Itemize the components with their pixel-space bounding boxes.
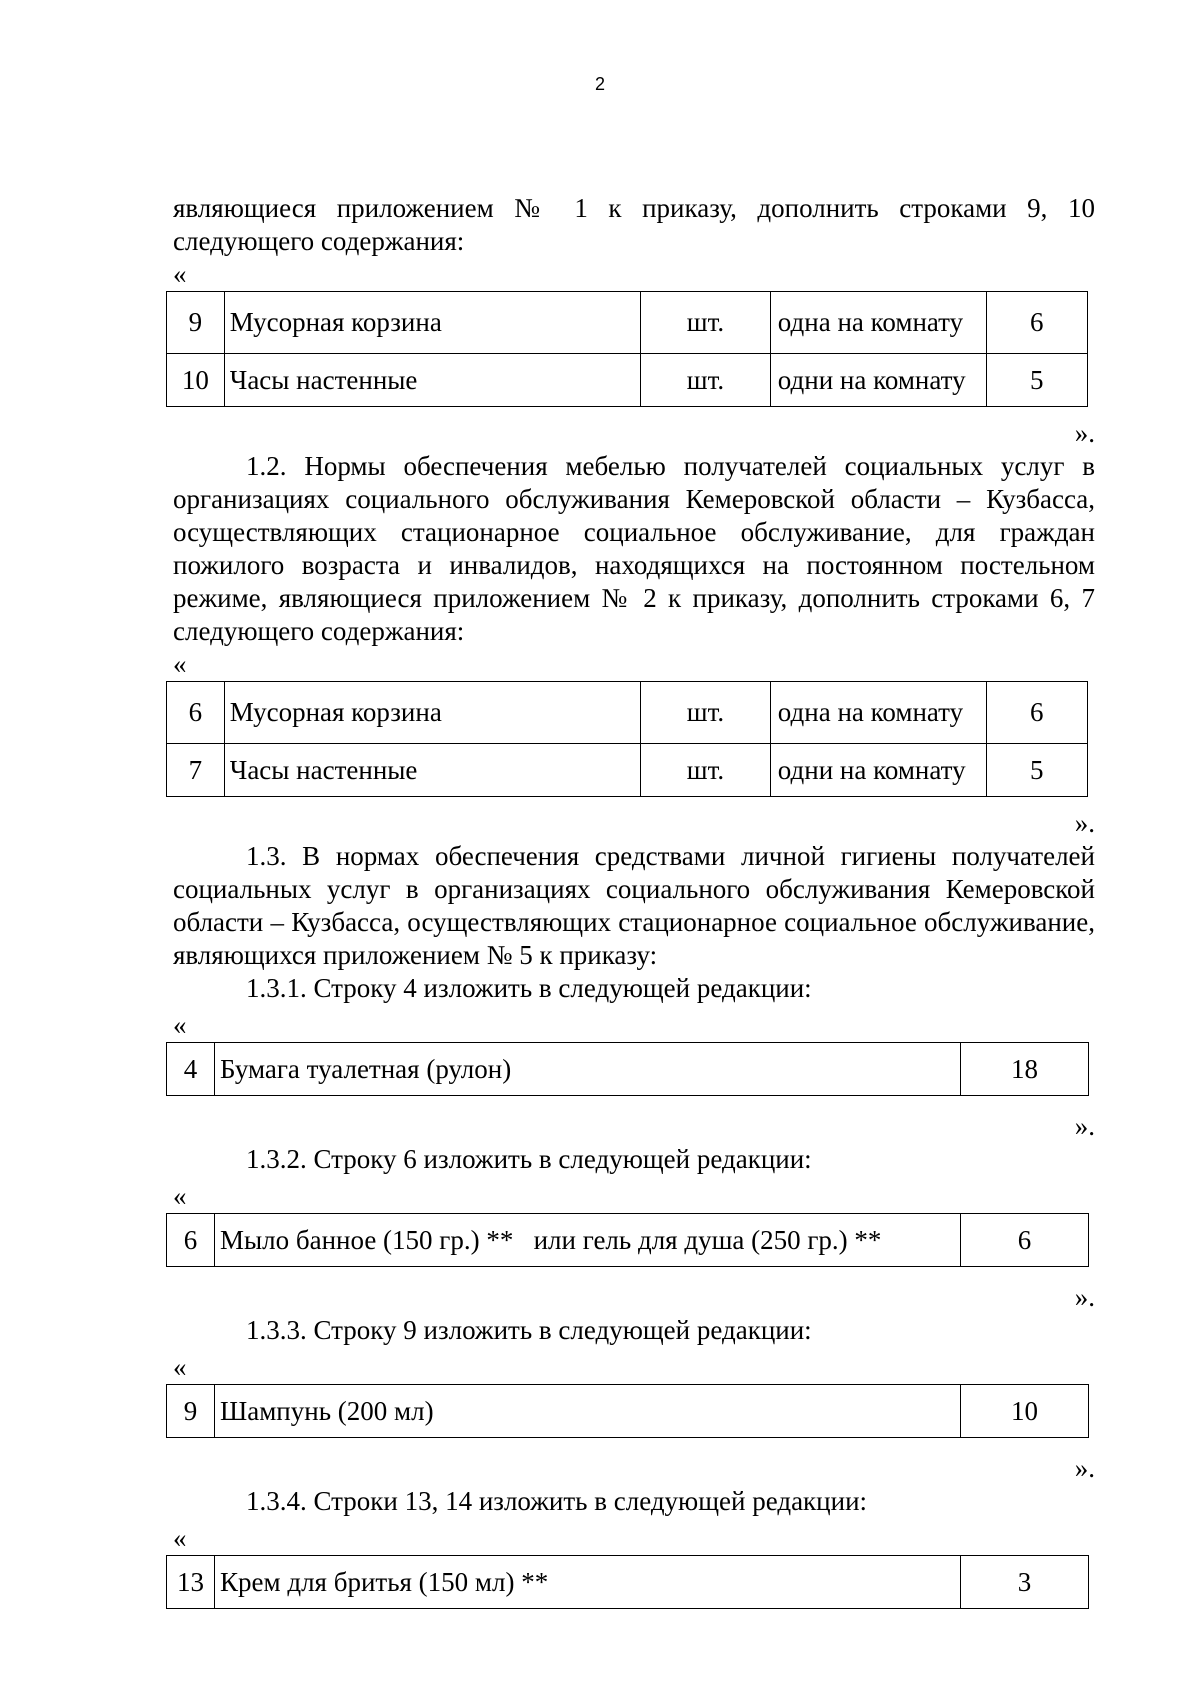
cell-unit: шт. <box>641 292 771 354</box>
cell-num: 9 <box>167 1385 215 1438</box>
quote-open: « <box>173 259 187 289</box>
table-furniture-1 <box>166 291 1088 407</box>
quote-close: ». <box>1074 808 1095 838</box>
page-number: 2 <box>594 74 605 94</box>
cell-num: 4 <box>167 1043 215 1096</box>
cell-norm: одни на комнату <box>770 354 986 407</box>
quote-close: ». <box>1074 418 1095 448</box>
quote-close: ». <box>1074 1282 1095 1312</box>
cell-name: Шампунь (200 мл) <box>215 1385 961 1438</box>
cell-qty: 3 <box>961 1556 1089 1609</box>
cell-unit: шт. <box>641 354 771 407</box>
cell-num: 13 <box>167 1556 215 1609</box>
quote-close: ». <box>1074 1111 1095 1141</box>
cell-num: 9 <box>167 292 225 354</box>
quote-open: « <box>173 1010 187 1040</box>
table-hygiene-row-9 <box>166 1384 1089 1438</box>
cell-qty: 5 <box>986 744 1087 797</box>
table-row <box>167 744 1088 797</box>
paragraph-1-3: 1.3. В нормах обеспечения средствами личной гигиены получателей социальных услуг в организациях социального обслуживания Кемеровской области – Кузбасса, осуществляющих стационарное социальное обслуживание, являющихся приложением № 5 к приказу: <box>173 841 1095 970</box>
cell-qty: 5 <box>986 354 1087 407</box>
cell-num: 7 <box>167 744 225 797</box>
table-hygiene-row-6 <box>166 1213 1089 1267</box>
cell-name: Мусорная корзина <box>224 682 640 744</box>
cell-norm: одна на комнату <box>770 292 986 354</box>
cell-norm: одна на комнату <box>770 682 986 744</box>
quote-open: « <box>173 1352 187 1382</box>
cell-name: Мыло банное (150 гр.) ** или гель для душа (250 гр.) ** <box>215 1214 961 1267</box>
cell-num: 10 <box>167 354 225 407</box>
cell-name: Крем для бритья (150 мл) ** <box>215 1556 961 1609</box>
table-hygiene-row-13 <box>166 1555 1089 1609</box>
paragraph-1-3-1: 1.3.1. Строку 4 изложить в следующей редакции: <box>246 973 812 1003</box>
cell-qty: 10 <box>961 1385 1089 1438</box>
cell-name: Часы настенные <box>224 354 640 407</box>
cell-name: Бумага туалетная (рулон) <box>215 1043 961 1096</box>
quote-close: ». <box>1074 1453 1095 1483</box>
paragraph-1-3-2: 1.3.2. Строку 6 изложить в следующей редакции: <box>246 1144 812 1174</box>
cell-qty: 6 <box>986 292 1087 354</box>
cell-num: 6 <box>167 1214 215 1267</box>
table-row <box>167 1556 1089 1609</box>
quote-open: « <box>173 1523 187 1553</box>
document-body <box>173 192 1095 1609</box>
cell-qty: 6 <box>986 682 1087 744</box>
table-hygiene-row-4 <box>166 1042 1089 1096</box>
table-row <box>167 1043 1089 1096</box>
quote-open: « <box>173 649 187 679</box>
table-furniture-2 <box>166 681 1088 797</box>
cell-unit: шт. <box>641 682 771 744</box>
table-row <box>167 354 1088 407</box>
table-row <box>167 1214 1089 1267</box>
table-row <box>167 682 1088 744</box>
cell-num: 6 <box>167 682 225 744</box>
cell-unit: шт. <box>641 744 771 797</box>
table-row <box>167 292 1088 354</box>
table-row <box>167 1385 1089 1438</box>
cell-name: Часы настенные <box>224 744 640 797</box>
paragraph-intro: являющиеся приложением № 1 к приказу, дополнить строками 9, 10 следующего содержания: <box>173 193 1095 256</box>
cell-name: Мусорная корзина <box>224 292 640 354</box>
paragraph-1-3-3: 1.3.3. Строку 9 изложить в следующей редакции: <box>246 1315 812 1345</box>
quote-open: « <box>173 1181 187 1211</box>
cell-qty: 6 <box>961 1214 1089 1267</box>
paragraph-1-3-4: 1.3.4. Строки 13, 14 изложить в следующей редакции: <box>246 1486 868 1516</box>
paragraph-1-2: 1.2. Нормы обеспечения мебелью получателей социальных услуг в организациях социального обслуживания Кемеровской области – Кузбасса, осуществляющих стационарное социальное обслуживание, для граждан пожилого возраста и инвалидов, находящихся на постоянном постельном режиме, являющиеся приложением № 2 к приказу, дополнить строками 6, 7 следующего содержания: <box>173 451 1095 646</box>
cell-qty: 18 <box>961 1043 1089 1096</box>
cell-norm: одни на комнату <box>770 744 986 797</box>
